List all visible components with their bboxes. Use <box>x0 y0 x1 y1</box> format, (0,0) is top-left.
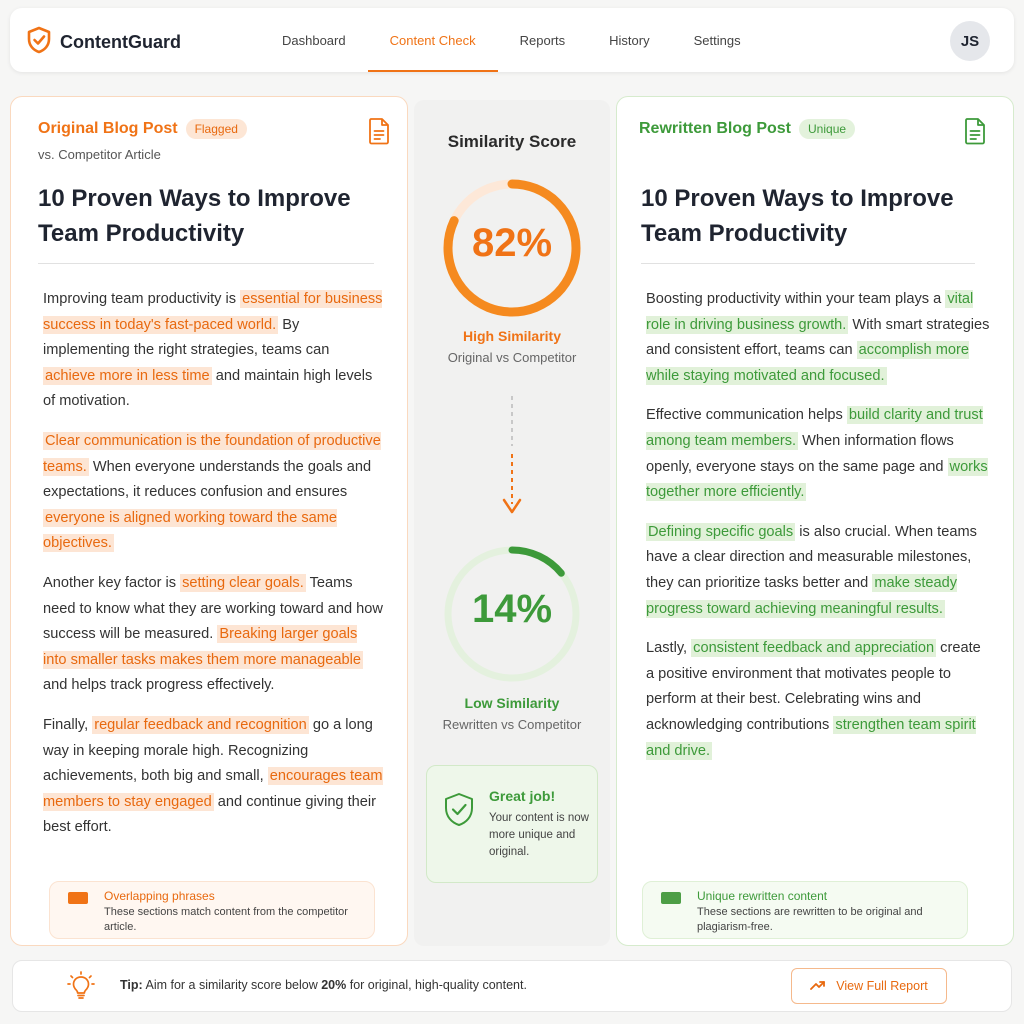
highlighted-phrase: essential for business success in today's fast-paced world. <box>43 291 383 333</box>
rewritten-post-panel <box>616 96 1014 946</box>
highlighted-phrase: Clear communication is the foundation of productive teams. <box>43 432 381 475</box>
nav-item-settings[interactable]: Settings <box>693 32 741 48</box>
text-segment: go a long way in keeping morale high. Recognizing achievements, both big and small, <box>43 716 373 785</box>
text-segment: By implementing the right strategies, teams can <box>43 316 330 359</box>
text-segment: create a positive environment that motivates people to perform at their best. Celebrating wins and acknowledging contributions <box>646 640 981 733</box>
rewritten-article-title: 10 Proven Ways to Improve Team Productivity <box>641 185 954 247</box>
great-job-title: Great job! <box>489 788 556 804</box>
article-paragraph <box>646 520 991 622</box>
shield-check-icon <box>26 26 52 59</box>
text-segment: When everyone understands the goals and expectations, it reduces confusion and ensures <box>43 458 372 501</box>
high-similarity-value: 82% <box>471 221 553 265</box>
low-similarity-sub: Rewritten vs Competitor <box>442 717 582 732</box>
main-nav <box>260 8 763 72</box>
great-job-desc: Your content is now more unique and original. <box>489 812 589 858</box>
highlighted-phrase: encourages team members to stay engaged <box>43 768 383 810</box>
high-similarity-label: High Similarity <box>462 328 562 344</box>
low-similarity-value: 14% <box>471 587 553 631</box>
shield-check-icon <box>443 792 475 833</box>
tip-text <box>120 978 527 992</box>
divider <box>641 263 975 264</box>
highlighted-phrase: Breaking larger goals into smaller tasks makes them more manageable <box>43 626 361 668</box>
view-full-report-label: View Full Report <box>836 979 928 993</box>
highlighted-phrase: works together more efficiently. <box>646 458 988 501</box>
similarity-title: Similarity Score <box>447 132 577 151</box>
view-full-report-button[interactable] <box>791 968 947 1004</box>
original-panel-title: Original Blog Post <box>38 120 178 137</box>
text-segment: Lastly, <box>646 640 692 657</box>
highlighted-phrase: consistent feedback and appreciation <box>693 640 935 657</box>
highlighted-phrase: Defining specific goals <box>648 523 794 540</box>
tip-text-before: Aim for a similarity score below <box>145 978 318 992</box>
article-paragraph <box>43 287 383 415</box>
highlighted-phrase: achieve more in less time <box>45 367 210 384</box>
text-segment: Finally, <box>43 716 93 733</box>
unique-badge: Unique <box>799 119 855 139</box>
text-segment: When information flows openly, everyone stays on the same page and <box>646 432 954 475</box>
highlighted-phrase: setting clear goals. <box>182 574 304 591</box>
highlighted-phrase: accomplish more while staying motivated and focused. <box>646 342 969 384</box>
low-similarity-label: Low Similarity <box>464 695 560 711</box>
text-segment: Another key factor is <box>43 574 181 591</box>
overlap-legend <box>49 881 375 939</box>
unique-legend-title: Unique rewritten content <box>697 889 828 903</box>
text-segment: Improving team productivity is <box>43 291 241 307</box>
trend-up-icon <box>810 979 826 994</box>
high-similarity-gauge <box>440 176 584 320</box>
nav-item-reports[interactable]: Reports <box>519 32 566 48</box>
document-icon[interactable] <box>963 117 987 150</box>
tip-label: Tip: <box>120 978 143 992</box>
high-similarity-sub: Original vs Competitor <box>447 350 577 365</box>
unique-legend <box>642 881 968 939</box>
divider <box>38 263 374 264</box>
original-article-title: 10 Proven Ways to Improve Team Productivity <box>38 185 351 247</box>
brand-logo[interactable] <box>26 26 181 59</box>
text-segment: and continue giving their best effort. <box>43 793 376 836</box>
highlighted-phrase: regular feedback and recognition <box>94 716 307 733</box>
green-swatch <box>661 892 681 904</box>
text-segment: and maintain high levels of motivation. <box>43 367 373 410</box>
tip-threshold: 20% <box>321 978 347 992</box>
overlap-legend-title: Overlapping phrases <box>104 889 215 903</box>
similarity-column <box>414 100 610 946</box>
nav-item-history[interactable]: History <box>609 32 650 48</box>
original-panel-subtitle: vs. Competitor Article <box>38 147 161 162</box>
low-similarity-gauge <box>440 542 584 686</box>
article-paragraph <box>43 571 383 699</box>
text-segment: Effective communication helps <box>646 407 847 424</box>
original-post-panel <box>10 96 408 946</box>
text-segment: and helps track progress effectively. <box>43 677 275 694</box>
nav-item-dashboard[interactable]: Dashboard <box>282 32 346 48</box>
rewritten-article-body <box>646 287 991 778</box>
rewritten-panel-header <box>639 119 855 139</box>
article-paragraph <box>646 287 991 389</box>
text-segment: is also crucial. When teams have a clear direction and measurable milestones, they can prioritize tasks better and <box>646 523 977 591</box>
original-article-body <box>43 287 383 855</box>
tip-text-after: for original, high-quality content. <box>349 978 527 992</box>
flagged-badge: Flagged <box>186 119 247 139</box>
article-paragraph <box>646 403 991 505</box>
unique-legend-desc: These sections are rewritten to be original and plagiarism-free. <box>697 906 923 933</box>
highlighted-phrase: everyone is aligned working toward the same objectives. <box>43 509 338 552</box>
document-icon[interactable] <box>367 117 391 150</box>
text-segment: Boosting productivity within your team plays a <box>646 291 946 307</box>
overlap-legend-desc: These sections match content from the competitor article. <box>104 906 348 933</box>
article-paragraph <box>646 636 991 764</box>
top-navigation-bar <box>10 8 1014 72</box>
highlighted-phrase: vital role in driving business growth. <box>646 291 974 333</box>
highlighted-phrase: strengthen team spirit and drive. <box>646 716 976 759</box>
tip-bar <box>12 960 1012 1012</box>
article-paragraph <box>43 429 383 557</box>
arrow-down-icon <box>502 394 522 523</box>
great-job-card <box>426 765 598 883</box>
text-segment: Teams need to know what they are working toward and how success will be measured. <box>43 574 383 643</box>
lightbulb-icon <box>67 971 95 1006</box>
orange-swatch <box>68 892 88 904</box>
nav-item-content-check[interactable]: Content Check <box>368 8 498 72</box>
rewritten-panel-title: Rewritten Blog Post <box>639 120 792 137</box>
text-segment: With smart strategies and consistent effort, teams can <box>646 316 990 359</box>
article-paragraph <box>43 713 383 841</box>
user-avatar[interactable]: JS <box>950 21 990 61</box>
app-name: ContentGuard <box>60 32 181 52</box>
highlighted-phrase: build clarity and trust among team members. <box>646 407 983 449</box>
highlighted-phrase: make steady progress toward achieving meaningful results. <box>646 574 958 617</box>
original-panel-header <box>38 119 247 139</box>
